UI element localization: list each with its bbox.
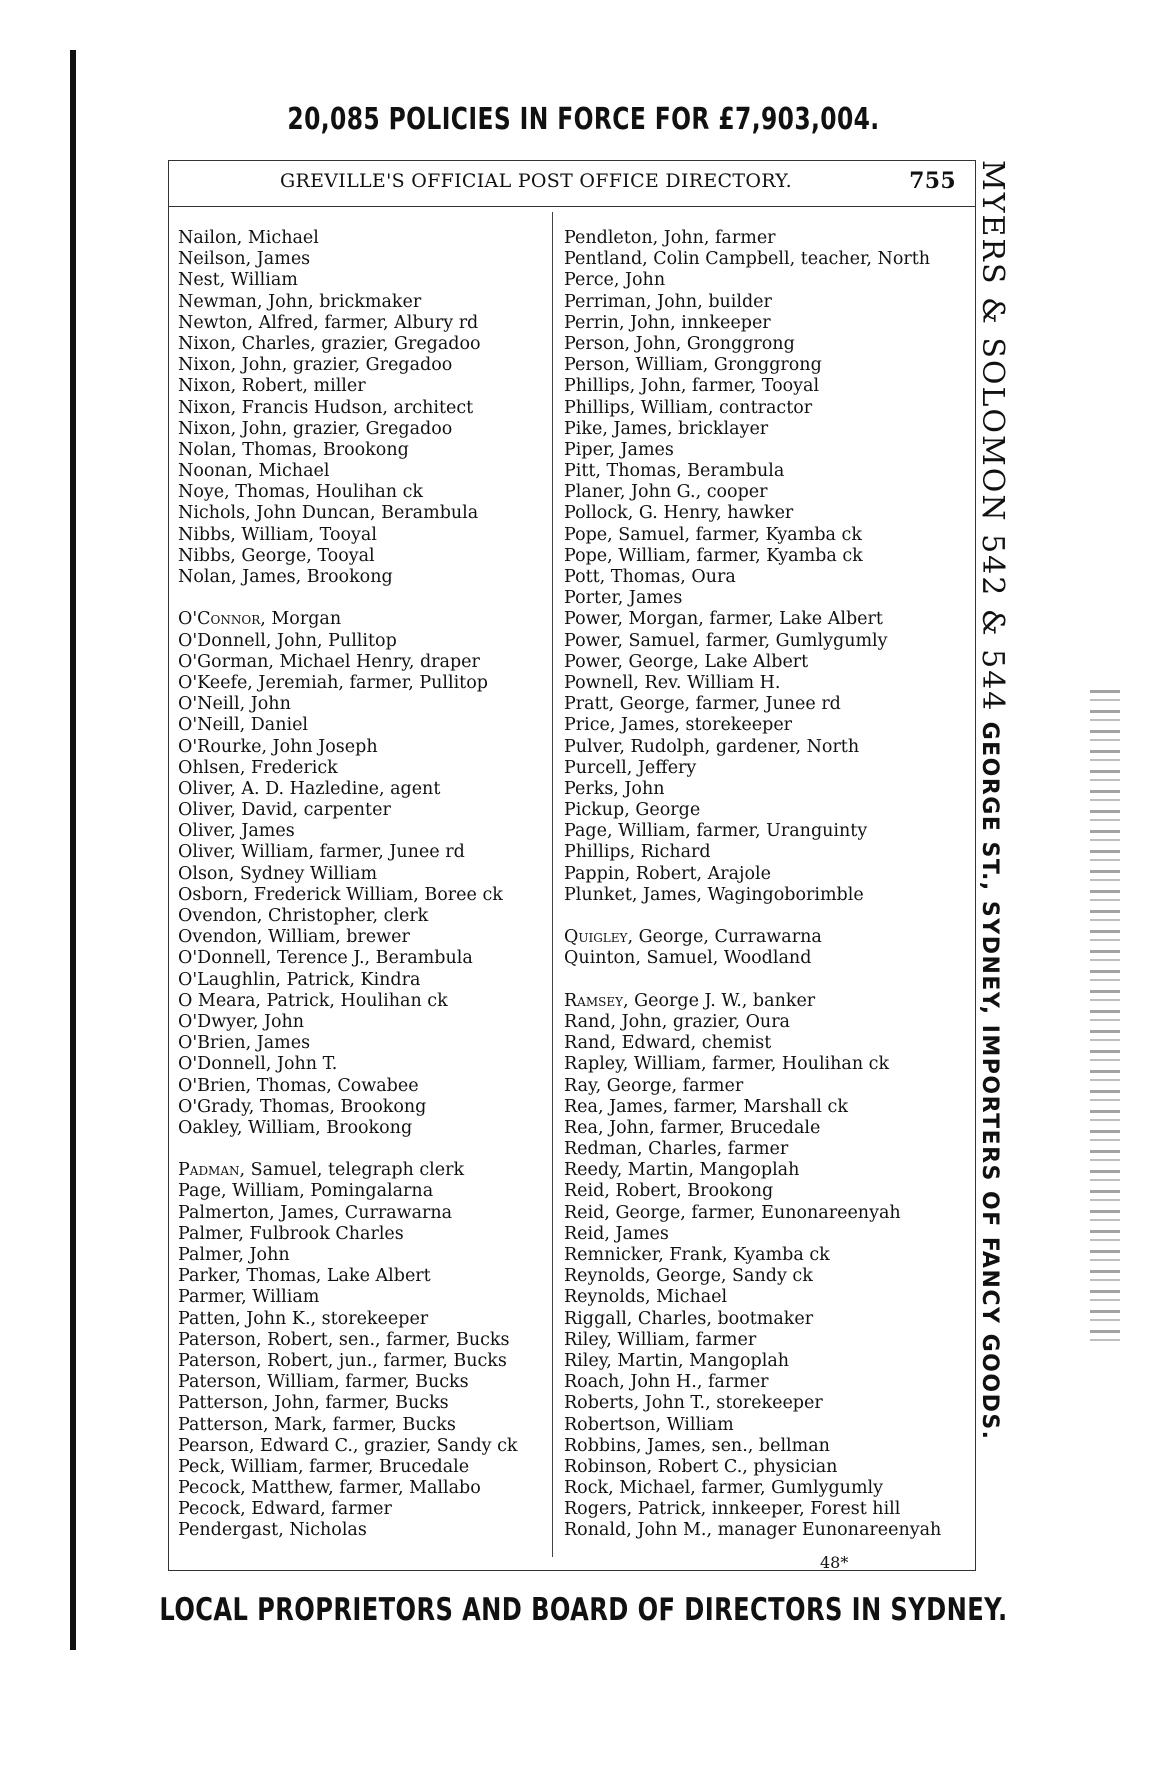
directory-entry: [564, 588, 964, 609]
directory-entry: [178, 800, 538, 821]
entry-text: Piper, James: [564, 439, 674, 460]
directory-entry: [178, 503, 538, 524]
entry-text: Robinson, Robert C., physician: [564, 1456, 838, 1477]
directory-entry: [564, 694, 964, 715]
entry-text: Paterson, Robert, jun., farmer, Bucks: [178, 1350, 507, 1371]
directory-entry: [564, 546, 964, 567]
directory-entry: [564, 334, 964, 355]
directory-entry: [564, 1330, 964, 1351]
entry-text: Pecock, Edward, farmer: [178, 1499, 392, 1520]
directory-entry: [564, 737, 964, 758]
entry-text: O Meara, Patrick, Houlihan ck: [178, 990, 448, 1011]
entry-text: Remnicker, Frank, Kyamba ck: [564, 1245, 830, 1265]
directory-entry: [178, 270, 538, 291]
entry-text: Page, William, Pomingalarna: [178, 1181, 434, 1202]
directory-entry: [178, 652, 538, 673]
entry-text: Noonan, Michael: [178, 461, 330, 482]
directory-entry: [564, 842, 964, 863]
entry-text: Porter, James: [564, 588, 683, 609]
directory-entry: [178, 1309, 538, 1330]
entry-text: O'Grady, Thomas, Brookong: [178, 1096, 427, 1117]
entry-text: Price, James, storekeeper: [564, 715, 793, 736]
entry-text: Redman, Charles, farmer: [564, 1139, 789, 1160]
entry-text: Pope, Samuel, farmer, Kyamba ck: [564, 524, 862, 545]
directory-entry: [564, 228, 964, 249]
entry-text: , George, Currawarna: [627, 927, 822, 948]
entry-text: Patten, John K., storekeeper: [178, 1308, 429, 1329]
directory-entry: [564, 270, 964, 291]
directory-title: GREVILLE'S OFFICIAL POST OFFICE DIRECTORY.: [280, 170, 792, 192]
entry-text: , Samuel, telegraph clerk: [239, 1160, 465, 1181]
directory-entry: [178, 376, 538, 397]
entry-lead: Padman: [178, 1160, 240, 1181]
directory-entry: [564, 800, 964, 821]
directory-entry: [564, 419, 964, 440]
directory-entry: [178, 842, 538, 863]
directory-entry: [564, 1118, 964, 1139]
directory-entry: [564, 1160, 964, 1181]
entry-text: Power, Morgan, farmer, Lake Albert: [564, 609, 883, 630]
entry-text: Oliver, William, farmer, Junee rd: [178, 842, 465, 863]
side-advertisement-text: [975, 160, 1010, 1441]
directory-entry: [564, 1076, 964, 1097]
directory-entry: [178, 1520, 538, 1541]
entry-text: Nibbs, William, Tooyal: [178, 524, 377, 545]
directory-entry: [564, 398, 964, 419]
directory-entry: [564, 461, 964, 482]
directory-entry: [178, 609, 538, 630]
entry-text: Oliver, David, carpenter: [178, 800, 391, 821]
entry-text: Rogers, Patrick, innkeeper, Forest hill: [564, 1499, 901, 1520]
entry-text: , Morgan: [260, 609, 342, 630]
entry-text: Newman, John, brickmaker: [178, 291, 422, 312]
entry-text: Nixon, John, grazier, Gregadoo: [178, 418, 453, 439]
column-divider: [552, 212, 553, 1557]
directory-entry: [178, 885, 538, 906]
directory-entry: [178, 1393, 538, 1414]
directory-entry: [564, 567, 964, 588]
directory-entry: [564, 631, 964, 652]
entry-text: Rapley, William, farmer, Houlihan ck: [564, 1054, 890, 1075]
directory-entry: [178, 906, 538, 927]
right-column: [564, 228, 964, 1542]
top-banner: 20,085 POLICIES IN FORCE FOR £7,903,004.: [287, 102, 880, 137]
directory-entry: [564, 715, 964, 736]
directory-entry: [178, 313, 538, 334]
entry-text: Reid, James: [564, 1223, 669, 1244]
directory-entry: [178, 1287, 538, 1308]
directory-entry: [564, 821, 964, 842]
entry-text: Rand, John, grazier, Oura: [564, 1011, 790, 1032]
entry-lead: O'Connor: [178, 609, 261, 630]
entry-text: Patterson, Mark, farmer, Bucks: [178, 1414, 456, 1435]
left-column: [178, 228, 538, 1542]
entry-text: Pentland, Colin Campbell, teacher, North: [564, 249, 931, 270]
directory-entry: [178, 1076, 538, 1097]
entry-text: Pearson, Edward C., grazier, Sandy ck: [178, 1435, 518, 1456]
entry-text: Planer, John G., cooper: [564, 482, 768, 503]
directory-entry: [178, 1478, 538, 1499]
directory-entry: [564, 249, 964, 270]
entry-text: , George J. W., banker: [623, 990, 816, 1011]
directory-entry: [178, 1118, 538, 1139]
directory-entry: [178, 694, 538, 715]
directory-entry: [178, 1097, 538, 1118]
entry-text: O'Neill, John: [178, 694, 291, 715]
directory-entry: [564, 1139, 964, 1160]
directory-entry: [178, 1245, 538, 1266]
side-advertisement: [975, 160, 1011, 1441]
directory-entry: [178, 1266, 538, 1287]
directory-entry: [178, 1372, 538, 1393]
page-number: 755: [909, 168, 956, 194]
signature-mark: 48*: [820, 1553, 849, 1572]
directory-entry: [178, 546, 538, 567]
entry-text: Rea, John, farmer, Brucedale: [564, 1117, 821, 1138]
directory-entry: [564, 779, 964, 800]
directory-entry: [178, 1415, 538, 1436]
directory-entry: [564, 1203, 964, 1224]
entry-text: Reid, Robert, Brookong: [564, 1181, 774, 1202]
directory-entry: [564, 1224, 964, 1245]
entry-text: Perrin, John, innkeeper: [564, 312, 771, 333]
entry-text: Pownell, Rev. William H.: [564, 672, 781, 693]
entry-text: Palmerton, James, Currawarna: [178, 1202, 453, 1223]
entry-text: O'Gorman, Michael Henry, draper: [178, 651, 480, 672]
entry-text: Power, Samuel, farmer, Gumlygumly: [564, 630, 888, 651]
directory-entry: [564, 355, 964, 376]
entry-text: O'Keefe, Jeremiah, farmer, Pullitop: [178, 672, 488, 693]
directory-entry: [178, 1054, 538, 1075]
directory-entry: [564, 652, 964, 673]
entry-text: Pendleton, John, farmer: [564, 228, 776, 248]
entry-text: Oliver, A. D. Hazledine, agent: [178, 778, 441, 799]
directory-entry: [178, 588, 538, 609]
directory-entry: [564, 906, 964, 927]
entry-text: Phillips, Richard: [564, 842, 711, 863]
entry-text: O'Donnell, John T.: [178, 1054, 338, 1075]
directory-entry: [178, 1351, 538, 1372]
entry-text: Pike, James, bricklayer: [564, 418, 769, 439]
entry-text: Olson, Sydney William: [178, 863, 378, 884]
entry-text: Ovendon, William, brewer: [178, 927, 410, 948]
entry-text: Nibbs, George, Tooyal: [178, 545, 375, 566]
entry-text: Phillips, William, contractor: [564, 397, 813, 418]
directory-entry: [564, 1351, 964, 1372]
entry-lead: Ramsey: [564, 990, 624, 1011]
entry-text: Rea, James, farmer, Marshall ck: [564, 1096, 848, 1117]
entry-text: Person, William, Gronggrong: [564, 355, 822, 376]
entry-text: Noye, Thomas, Houlihan ck: [178, 482, 424, 503]
directory-entry: [178, 525, 538, 546]
entry-text: Nest, William: [178, 270, 298, 291]
entry-text: Parmer, William: [178, 1287, 320, 1308]
header-rule: [168, 206, 976, 207]
advert-address: GEORGE ST., SYDNEY, IMPORTERS OF FANCY GOODS.: [977, 712, 1002, 1441]
entry-text: Purcell, Jeffery: [564, 757, 697, 778]
directory-entry: [178, 1181, 538, 1202]
directory-entry: [178, 1203, 538, 1224]
directory-entry: [564, 482, 964, 503]
entry-text: Pratt, George, farmer, Junee rd: [564, 694, 841, 715]
directory-entry: [178, 1499, 538, 1520]
entry-text: Quinton, Samuel, Woodland: [564, 948, 812, 969]
directory-entry: [178, 927, 538, 948]
entry-text: Rand, Edward, chemist: [564, 1033, 772, 1054]
entry-text: O'Laughlin, Patrick, Kindra: [178, 969, 421, 990]
entry-text: Pecock, Matthew, farmer, Mallabo: [178, 1478, 481, 1499]
entry-text: Palmer, Fulbrook Charles: [178, 1223, 404, 1244]
directory-entry: [564, 1054, 964, 1075]
entry-text: O'Donnell, John, Pullitop: [178, 630, 397, 651]
directory-entry: [564, 1012, 964, 1033]
entry-text: Robertson, William: [564, 1414, 734, 1435]
entry-text: Rock, Michael, farmer, Gumlygumly: [564, 1478, 884, 1499]
directory-entry: [564, 1520, 964, 1541]
directory-entry: [564, 1457, 964, 1478]
entry-text: Ronald, John M., manager Eunonareenyah: [564, 1520, 942, 1541]
directory-entry: [178, 970, 538, 991]
directory-entry: [178, 1139, 538, 1160]
directory-entry: [178, 948, 538, 969]
entry-text: Neilson, James: [178, 249, 311, 270]
directory-entry: [564, 1097, 964, 1118]
entry-text: Reynolds, Michael: [564, 1287, 728, 1308]
directory-entry: [178, 355, 538, 376]
entry-text: Roberts, John T., storekeeper: [564, 1393, 823, 1414]
directory-entry: [564, 313, 964, 334]
advert-firm: MYERS & SOLOMON 542 & 544: [975, 160, 1010, 713]
directory-entry: [564, 970, 964, 991]
directory-entry: [564, 1436, 964, 1457]
directory-entry: [564, 673, 964, 694]
entry-text: Plunket, James, Wagingoborimble: [564, 884, 864, 905]
directory-entry: [564, 525, 964, 546]
entry-text: Ohlsen, Frederick: [178, 757, 338, 778]
directory-entry: [178, 1330, 538, 1351]
entry-text: O'Brien, James: [178, 1033, 311, 1054]
directory-entry: [564, 1372, 964, 1393]
entry-text: Pollock, G. Henry, hawker: [564, 503, 794, 524]
entry-text: O'Neill, Daniel: [178, 715, 309, 736]
entry-text: Patterson, John, farmer, Bucks: [178, 1393, 449, 1414]
directory-entry: [178, 1033, 538, 1054]
running-header: [168, 166, 976, 206]
directory-entry: [178, 991, 538, 1012]
entry-text: Pendergast, Nicholas: [178, 1520, 367, 1541]
directory-entry: [178, 758, 538, 779]
entry-text: Paterson, William, farmer, Bucks: [178, 1372, 469, 1393]
directory-entry: [178, 673, 538, 694]
directory-entry: [564, 1266, 964, 1287]
directory-entry: [564, 376, 964, 397]
directory-entry: [178, 249, 538, 270]
directory-entry: [178, 482, 538, 503]
directory-entry: [178, 737, 538, 758]
directory-entry: [564, 758, 964, 779]
entry-text: Roach, John H., farmer: [564, 1372, 769, 1393]
directory-entry: [564, 927, 964, 948]
entry-text: Nolan, James, Brookong: [178, 567, 393, 587]
directory-entry: [178, 779, 538, 800]
directory-entry: [178, 715, 538, 736]
directory-entry: [564, 1309, 964, 1330]
entry-text: Oliver, James: [178, 821, 295, 842]
entry-text: Pappin, Robert, Arajole: [564, 863, 771, 884]
scan-artifact: [1090, 690, 1120, 1350]
directory-entry: [178, 461, 538, 482]
entry-text: Pulver, Rudolph, gardener, North: [564, 736, 860, 757]
entry-text: Riley, Martin, Mangoplah: [564, 1350, 790, 1371]
directory-entry: [178, 567, 538, 588]
entry-text: Pope, William, farmer, Kyamba ck: [564, 545, 863, 566]
directory-entry: [564, 1287, 964, 1308]
directory-entry: [178, 631, 538, 652]
entry-text: Nixon, John, grazier, Gregadoo: [178, 355, 453, 376]
entry-text: Nailon, Michael: [178, 228, 319, 248]
directory-entry: [178, 821, 538, 842]
directory-entry: [178, 864, 538, 885]
directory-entry: [564, 609, 964, 630]
entry-text: Ray, George, farmer: [564, 1075, 744, 1096]
directory-entry: [178, 440, 538, 461]
entry-text: Person, John, Gronggrong: [564, 333, 795, 354]
directory-entry: [564, 1033, 964, 1054]
entry-text: Pickup, George: [564, 800, 701, 821]
entry-text: Nixon, Charles, grazier, Gregadoo: [178, 333, 481, 354]
entry-text: Phillips, John, farmer, Tooyal: [564, 376, 820, 397]
entry-text: Pott, Thomas, Oura: [564, 567, 736, 587]
directory-entry: [178, 334, 538, 355]
directory-entry: [564, 1393, 964, 1414]
directory-entry: [564, 1245, 964, 1266]
entry-text: Osborn, Frederick William, Boree ck: [178, 884, 503, 905]
entry-text: Perks, John: [564, 778, 665, 799]
entry-text: Peck, William, farmer, Brucedale: [178, 1456, 470, 1477]
entry-text: Power, George, Lake Albert: [564, 651, 809, 672]
entry-lead: Quigley: [564, 927, 628, 948]
directory-entry: [564, 885, 964, 906]
entry-text: Paterson, Robert, sen., farmer, Bucks: [178, 1329, 510, 1350]
directory-entry: [178, 398, 538, 419]
entry-text: Pitt, Thomas, Berambula: [564, 461, 785, 482]
directory-entry: [564, 864, 964, 885]
directory-entry: [178, 1457, 538, 1478]
directory-entry: [564, 991, 964, 1012]
entry-text: Ovendon, Christopher, clerk: [178, 906, 429, 926]
entry-text: O'Dwyer, John: [178, 1011, 305, 1032]
entry-text: Palmer, John: [178, 1245, 290, 1265]
directory-entry: [564, 1415, 964, 1436]
entry-text: Robbins, James, sen., bellman: [564, 1435, 830, 1456]
entry-text: Nixon, Francis Hudson, architect: [178, 397, 474, 418]
directory-entry: [564, 1181, 964, 1202]
entry-text: O'Brien, Thomas, Cowabee: [178, 1075, 419, 1096]
directory-entry: [178, 228, 538, 249]
entry-text: Riley, William, farmer: [564, 1329, 757, 1350]
entry-text: Oakley, William, Brookong: [178, 1117, 413, 1138]
directory-entry: [178, 1224, 538, 1245]
entry-text: Nolan, Thomas, Brookong: [178, 439, 409, 460]
entry-text: Reynolds, George, Sandy ck: [564, 1266, 813, 1287]
directory-entry: [564, 1478, 964, 1499]
directory-entry: [564, 948, 964, 969]
directory-entry: [178, 292, 538, 313]
entry-text: Reid, George, farmer, Eunonareenyah: [564, 1202, 901, 1223]
entry-text: O'Rourke, John Joseph: [178, 736, 378, 757]
directory-entry: [564, 503, 964, 524]
entry-text: Parker, Thomas, Lake Albert: [178, 1266, 431, 1287]
entry-text: Perriman, John, builder: [564, 291, 772, 312]
entry-text: Perce, John: [564, 270, 666, 291]
directory-entry: [178, 1436, 538, 1457]
entry-text: Nichols, John Duncan, Berambula: [178, 503, 479, 524]
bottom-banner: LOCAL PROPRIETORS AND BOARD OF DIRECTORS IN SYDNEY.: [159, 1592, 1008, 1628]
directory-entry: [178, 1012, 538, 1033]
directory-entry: [564, 1499, 964, 1520]
entry-text: O'Donnell, Terence J., Berambula: [178, 948, 473, 969]
directory-entry: [178, 1160, 538, 1181]
entry-text: Nixon, Robert, miller: [178, 376, 366, 397]
entry-text: Newton, Alfred, farmer, Albury rd: [178, 312, 479, 333]
entry-text: Page, William, farmer, Uranguinty: [564, 821, 868, 842]
entry-text: Reedy, Martin, Mangoplah: [564, 1160, 800, 1181]
directory-entry: [564, 292, 964, 313]
binding-edge: [70, 50, 76, 1650]
entry-text: Riggall, Charles, bootmaker: [564, 1308, 814, 1329]
directory-entry: [178, 419, 538, 440]
directory-entry: [564, 440, 964, 461]
